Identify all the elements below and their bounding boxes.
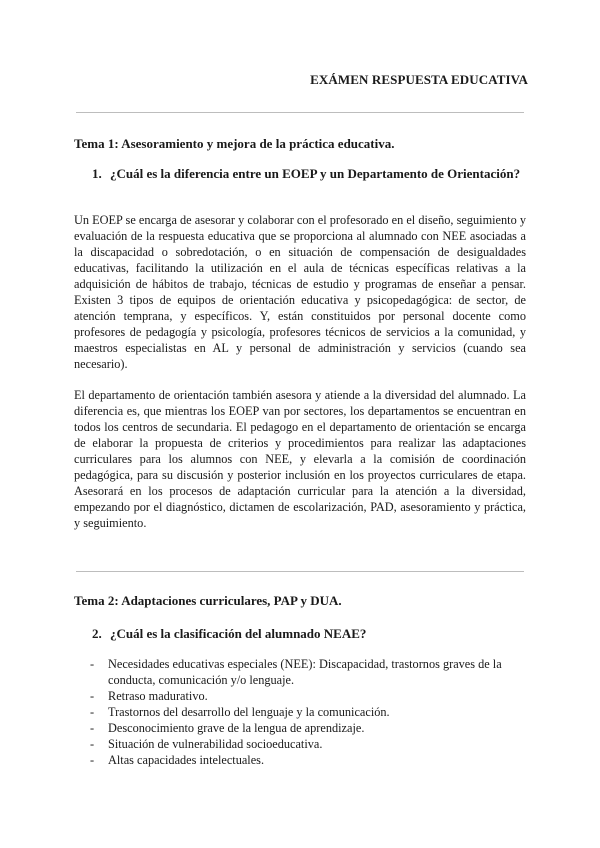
list-item-text: Trastornos del desarrollo del lenguaje y la comunicación. xyxy=(108,705,390,719)
neae-classification-list xyxy=(90,656,530,768)
tema-2-heading: Tema 2: Adaptaciones curriculares, PAP y DUA. xyxy=(74,593,342,608)
list-item xyxy=(90,736,530,752)
document-header-title: EXÁMEN RESPUESTA EDUCATIVA xyxy=(310,72,528,87)
list-item-text: Retraso madurativo. xyxy=(108,689,208,703)
list-item xyxy=(90,752,530,768)
list-dash: - xyxy=(90,737,95,751)
section-divider-middle xyxy=(76,571,524,572)
list-dash: - xyxy=(90,721,95,735)
list-dash: - xyxy=(90,705,95,719)
section-divider-top xyxy=(76,112,524,113)
question-2 xyxy=(92,625,528,642)
list-item-text: Desconocimiento grave de la lengua de aprendizaje. xyxy=(108,721,365,735)
list-item-text: Altas capacidades intelectuales. xyxy=(108,753,265,767)
answer-1-paragraph-2: El departamento de orientación también asesora y atiende a la diversidad del alumnado. La diferencia es, que mientras los EOEP van por sectores, los departamentos se encuentran en todos los centros de secundaria. El pedagogo en el departamento de orientación se encarga de elaborar la propuesta de criterios y procedimientos para realizar las adaptaciones curriculares para los alumnos con NEE, y elevarla a la comisión de coordinación pedagógica, para su discusión y posterior inclusión en los proyectos curriculares de etapa. Asesorará en los procesos de adaptación curricular para la atención a la diversidad, empezando por el diagnóstico, dictamen de escolarización, PAD, asesoramiento y práctica, y seguimiento. xyxy=(74,388,526,530)
question-2-number: 2. xyxy=(92,626,102,641)
question-2-text: ¿Cuál es la clasificación del alumnado NEAE? xyxy=(110,626,367,641)
list-dash: - xyxy=(90,689,95,703)
list-dash: - xyxy=(90,657,95,671)
answer-1-paragraph-1: Un EOEP se encarga de asesorar y colaborar con el profesorado en el diseño, seguimiento y evaluación de la respuesta educativa que se proporciona al alumnado con NEE asociadas a la discapacidad o sobredotación, o en situación de compensación de desigualdades educativas, facilitando la utilización en el aula de técnicas específicas relativas a la adquisición de hábitos de trabajo, técnicas de estudio y programas de enseñar a pensar. Existen 3 tipos de equipos de orientación educativa y psicopedagógica: de sector, de atención temprana, y específicos. Y, están constituidos por personal docente como profesores de pedagogía y psicología, profesores técnicos de servicios a la comunidad, y maestros especialistas en AL y personal de administración y servicios (cuando sea necesario). xyxy=(74,213,526,371)
list-item xyxy=(90,720,530,736)
list-dash: - xyxy=(90,753,95,767)
question-1 xyxy=(92,165,528,182)
list-item-text: Situación de vulnerabilidad socioeducativa. xyxy=(108,737,323,751)
tema-1-heading: Tema 1: Asesoramiento y mejora de la práctica educativa. xyxy=(74,136,395,151)
question-1-text: ¿Cuál es la diferencia entre un EOEP y un Departamento de Orientación? xyxy=(110,166,521,181)
list-item xyxy=(90,656,530,688)
question-1-number: 1. xyxy=(92,166,102,181)
list-item xyxy=(90,688,530,704)
list-item-text: Necesidades educativas especiales (NEE): Discapacidad, trastornos graves de la conducta, comunicación y/o lenguaje. xyxy=(108,657,502,687)
list-item xyxy=(90,704,530,720)
